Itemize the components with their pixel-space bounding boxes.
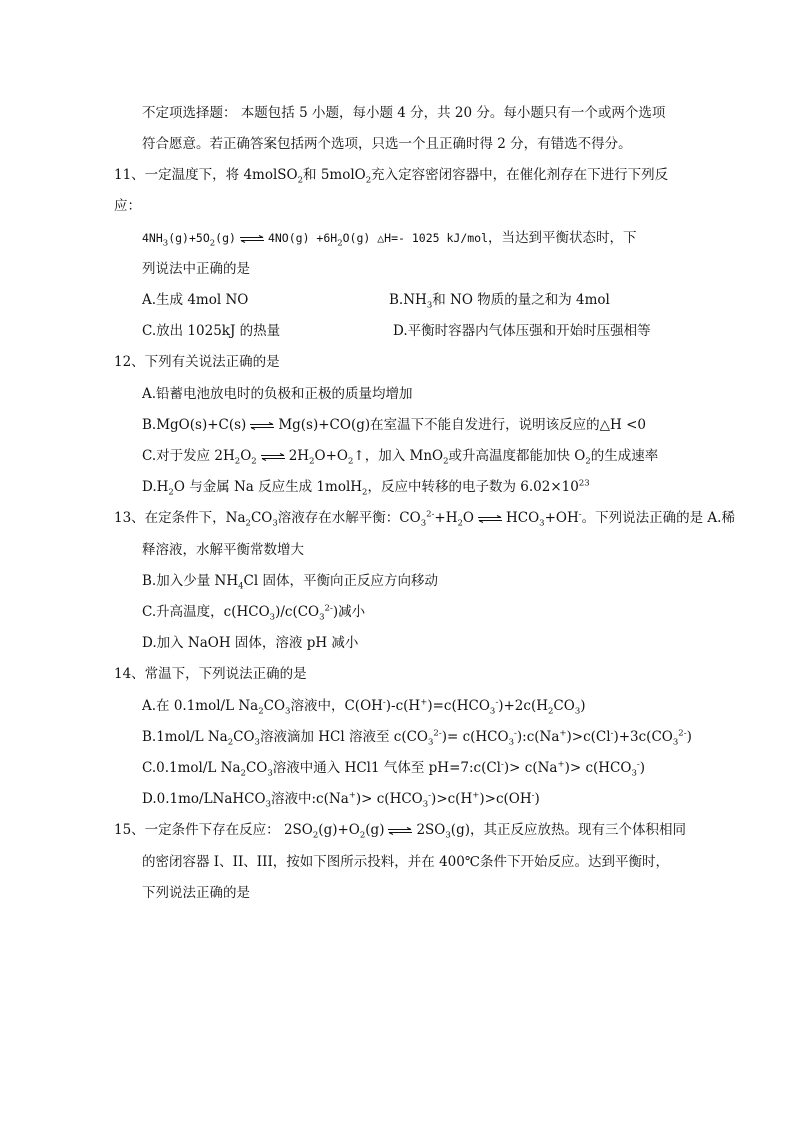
q12-option-d	[142, 477, 590, 497]
text-fragment: O 与金属 Na 反应生成 1molH	[173, 479, 363, 495]
text-fragment: 3	[672, 737, 679, 748]
text-fragment: 3	[272, 518, 278, 529]
text-fragment: B.加入少量 NH	[142, 573, 239, 589]
text-fragment: 2	[245, 518, 251, 529]
text-fragment: 2SO	[416, 822, 446, 838]
text-fragment: CO	[245, 760, 268, 776]
text-fragment: 4	[238, 581, 244, 592]
text-fragment: 2	[457, 518, 463, 529]
text-fragment: 应：	[114, 198, 141, 214]
text-fragment: 2	[168, 487, 174, 498]
q15-stem-line-2	[142, 852, 669, 872]
text-fragment: HCO	[506, 510, 540, 526]
intro-line-1	[142, 103, 665, 123]
q14-option-b	[142, 727, 692, 747]
text-fragment: 3	[426, 300, 433, 311]
text-fragment: +	[420, 697, 428, 708]
text-fragment: 2-	[426, 509, 435, 520]
text-fragment: +	[348, 790, 356, 801]
text-fragment: 4NO(g) +6H	[267, 231, 338, 245]
intro-text-1: 不定项选择题： 本题包括 5 小题，每小题 4 分，共 20 分。每小题只有一个或两个选项	[142, 105, 666, 121]
q11-equation	[142, 228, 637, 248]
text-fragment: 3	[445, 830, 451, 841]
text-fragment: 2	[359, 830, 366, 841]
text-fragment: 3	[420, 518, 427, 529]
text-fragment: )-c(H	[385, 698, 421, 714]
text-fragment: 3	[267, 768, 273, 779]
text-fragment: ):c(Na	[516, 729, 560, 745]
text-fragment: )>c(Cl	[566, 729, 611, 745]
text-fragment: O+O	[314, 448, 348, 464]
equilibrium-arrow-icon	[260, 453, 286, 461]
text-fragment: 和 NO 物质的量之和为 4mol	[432, 292, 610, 308]
text-fragment: +	[557, 759, 565, 770]
text-fragment: 充入定容密闭容器中，在催化剂存在下进行下列反	[371, 167, 669, 183]
text-fragment: 的密闭容器 I、II、III，按如下图所示投料，并在 400℃条件下开始反应。达到平衡时，	[142, 854, 669, 870]
text-fragment: O	[240, 448, 252, 464]
q11-option-b	[389, 290, 610, 310]
text-fragment: )= c(HCO	[441, 729, 509, 745]
q14-option-c	[142, 758, 645, 778]
text-fragment: -	[610, 728, 614, 739]
q12-option-b	[142, 415, 646, 435]
text-fragment: O	[462, 510, 474, 526]
text-fragment: )/c(CO	[275, 604, 320, 620]
q13-option-c	[142, 602, 365, 622]
q15-stem-line-3	[142, 883, 250, 903]
q11-stem-line-2	[114, 196, 141, 216]
text-fragment: C.对于发应 2H	[142, 448, 235, 464]
text-fragment: ↑，加入 MnO	[353, 448, 444, 464]
text-fragment: 3	[539, 518, 545, 529]
text-fragment: -	[382, 697, 386, 708]
text-fragment: +H	[434, 510, 458, 526]
equilibrium-arrow-icon	[477, 515, 503, 523]
text-fragment: )> c(HCO	[355, 791, 423, 807]
text-fragment: B.MgO(s)+C(s)	[142, 417, 247, 433]
text-fragment: 2-	[324, 603, 333, 614]
text-fragment: )	[639, 760, 646, 776]
text-fragment: 释溶液，水解平衡常数增大	[142, 542, 304, 558]
text-fragment: +OH	[544, 510, 579, 526]
text-fragment: 3	[319, 612, 325, 623]
text-fragment: -	[636, 759, 640, 770]
q11-option-c	[142, 321, 280, 341]
text-fragment: 2	[227, 737, 234, 748]
text-fragment: 2	[258, 706, 264, 717]
text-fragment: 2	[347, 456, 354, 467]
text-fragment: 。下列说法正确的是 A.稀	[581, 510, 735, 526]
text-fragment: 2	[362, 487, 368, 498]
text-fragment: 13、在定条件下，Na	[114, 510, 246, 526]
equilibrium-arrow-icon	[249, 422, 275, 430]
text-fragment: 2	[240, 768, 246, 779]
text-fragment: Mg(s)+CO(g)	[278, 417, 371, 433]
text-fragment: 2	[209, 238, 216, 249]
text-fragment: CO	[263, 698, 286, 714]
text-fragment: 15、一定条件下存在反应： 2SO	[114, 822, 313, 838]
text-fragment: -	[495, 697, 499, 708]
q12-option-c	[142, 446, 658, 466]
text-fragment: C.0.1mol/L Na	[142, 760, 241, 776]
text-fragment: +	[472, 790, 480, 801]
text-fragment: A.铅蓄电池放电时的负极和正极的质量均增加	[142, 386, 413, 402]
text-fragment: 3	[254, 737, 260, 748]
text-fragment: 3	[162, 238, 169, 249]
intro-text-2: 符合愿意。若正确答案包括两个选项，只选一个且正确时得 2 分，有错选不得分。	[142, 136, 632, 152]
text-fragment: D.平衡时容器内气体压强和开始时压强相等	[393, 323, 651, 339]
text-fragment: 12、下列有关说法正确的是	[114, 354, 280, 370]
text-fragment: 2	[585, 456, 591, 467]
text-fragment: CO	[233, 729, 255, 745]
text-fragment: 在室温下不能自发进行，说明该反应的△H <0	[370, 417, 646, 433]
intro-line-2	[142, 134, 632, 154]
text-fragment: 溶液滴加 HCl 溶液至 c(CO	[259, 729, 428, 745]
text-fragment: )> c(Na	[503, 760, 558, 776]
text-fragment: B.NH	[389, 292, 427, 308]
q14-option-a	[142, 696, 586, 716]
text-fragment: Cl 固体，平衡向正反应方向移动	[243, 573, 438, 589]
text-fragment: A.生成 4mol NO	[142, 292, 249, 308]
q14-stem	[114, 664, 307, 684]
text-fragment: (g)	[365, 822, 385, 838]
q12-option-a	[142, 384, 413, 404]
text-fragment: 2	[297, 175, 304, 186]
text-fragment: -	[578, 509, 582, 520]
text-fragment: 3	[574, 706, 581, 717]
text-fragment: 2-	[433, 728, 442, 739]
text-fragment: 2	[234, 456, 241, 467]
text-fragment: 11、一定温度下，将 4molSO	[114, 167, 298, 183]
q14-option-d	[142, 789, 540, 809]
text-fragment: )+3c(CO	[613, 729, 673, 745]
text-fragment: D.0.1mo/LNaHCO	[142, 791, 266, 807]
text-fragment: O(g) △H=- 1025 kJ/mol	[342, 231, 489, 245]
text-fragment: 23	[578, 478, 590, 489]
text-fragment: A.在 0.1mol/L Na	[142, 698, 259, 714]
text-fragment: 2H	[288, 448, 310, 464]
text-fragment: ，反应中转移的电子数为 6.02×10	[367, 479, 579, 495]
text-fragment: 2	[312, 830, 319, 841]
q11-option-a	[142, 290, 248, 310]
text-fragment: 溶液中，C(OH	[290, 698, 383, 714]
text-fragment: )>c(OH	[479, 791, 532, 807]
text-fragment: )+2c(H	[498, 698, 548, 714]
q13-option-b	[142, 571, 438, 591]
text-fragment: -	[501, 759, 504, 770]
q11-stem-line-1	[114, 165, 668, 185]
text-fragment: 3	[631, 768, 637, 779]
text-fragment: CO	[553, 698, 575, 714]
text-fragment: -	[428, 790, 432, 801]
text-fragment: 2-	[678, 728, 687, 739]
text-fragment: )>c(H	[431, 791, 473, 807]
text-fragment: 2	[251, 456, 257, 467]
text-fragment: B.1mol/L Na	[142, 729, 228, 745]
text-fragment: (g)+O	[318, 822, 360, 838]
text-fragment: (g)，其正反应放热。现有三个体积相同	[450, 822, 686, 838]
text-fragment: C.放出 1025kJ 的热量	[142, 323, 281, 339]
equilibrium-arrow-icon	[387, 827, 413, 835]
text-fragment: )	[580, 698, 586, 714]
text-fragment: 3	[489, 706, 496, 717]
text-fragment: )	[534, 791, 540, 807]
text-fragment: +	[559, 728, 567, 739]
text-fragment: 2	[309, 456, 315, 467]
text-fragment: (g)	[215, 231, 236, 245]
text-fragment: )=c(HCO	[427, 698, 490, 714]
text-fragment: )减小	[332, 604, 366, 620]
text-fragment: 3	[285, 706, 291, 717]
text-fragment: -	[531, 790, 535, 801]
text-fragment: )	[686, 729, 692, 745]
text-fragment: 2	[443, 456, 449, 467]
text-fragment: 溶液中通入 HCl1 气体至 pH=7:c(Cl	[272, 760, 502, 776]
text-fragment: CO	[250, 510, 273, 526]
q11-option-d	[393, 321, 651, 341]
text-fragment: ，当达到平衡状态时，下	[488, 230, 637, 246]
text-fragment: 的生成速率	[590, 448, 659, 464]
text-fragment: 3	[428, 737, 434, 748]
q12-stem	[114, 352, 280, 372]
text-fragment: 下列说法正确的是	[142, 885, 250, 901]
text-fragment: C.升高温度，c(HCO	[142, 604, 270, 620]
text-fragment: D.加入 NaOH 固体，溶液 pH 减小	[142, 635, 359, 651]
text-fragment: 3	[265, 799, 271, 810]
text-fragment: D.H	[142, 479, 169, 495]
q13-option-d	[142, 633, 358, 653]
text-fragment: 2	[548, 706, 554, 717]
equilibrium-arrow-icon	[239, 235, 265, 243]
q11-stem-line-3	[142, 259, 250, 279]
q13-stem-line-2	[142, 540, 304, 560]
text-fragment: -	[514, 728, 517, 739]
text-fragment: (g)+5O	[168, 231, 210, 245]
text-fragment: 4NH	[142, 231, 163, 245]
text-fragment: 14、常温下，下列说法正确的是	[114, 666, 307, 682]
text-fragment: 3	[269, 612, 276, 623]
text-fragment: 溶液存在水解平衡：CO	[277, 510, 421, 526]
text-fragment: 或升高温度都能加快 O	[448, 448, 586, 464]
text-fragment: 3	[422, 799, 429, 810]
text-fragment: 3	[508, 737, 514, 748]
q13-stem-line-1	[114, 508, 735, 528]
text-fragment: 2	[365, 175, 372, 186]
text-fragment: 和 5molO	[303, 167, 366, 183]
text-fragment: 2	[337, 238, 343, 249]
text-fragment: )> c(HCO	[564, 760, 632, 776]
text-fragment: 列说法中正确的是	[142, 261, 250, 277]
text-fragment: 溶液中:c(Na	[271, 791, 349, 807]
q15-stem-line-1	[114, 820, 686, 840]
